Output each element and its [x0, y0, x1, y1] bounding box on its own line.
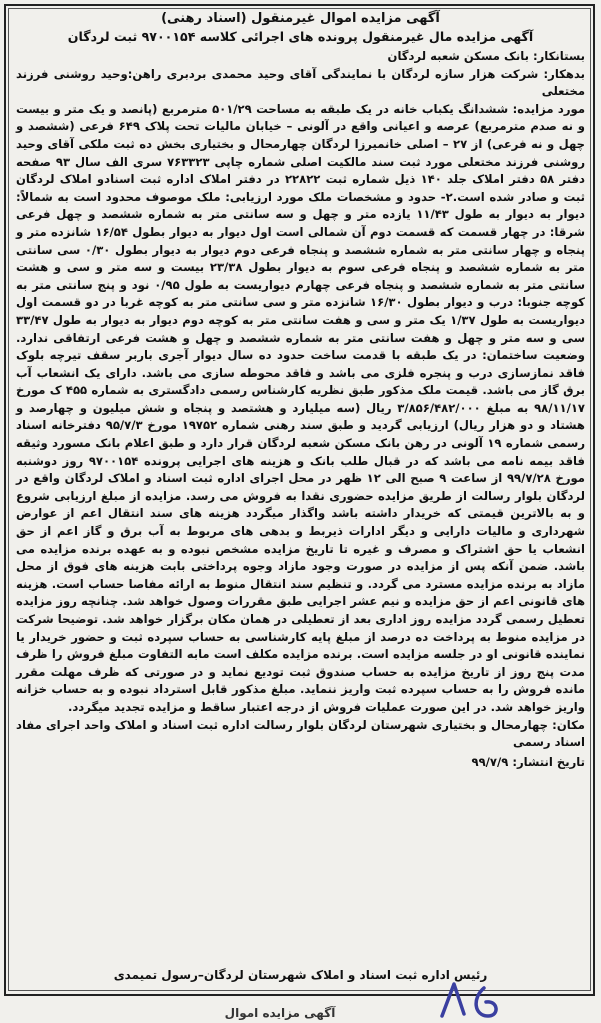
- debtor-line: بدهکار: شرکت هزار سازه لردگان با نمایندگی آقای وحید محمدی بردبری راهن:وحید روشنی فرزند مختعلی: [16, 66, 585, 99]
- next-notice-header: آگهی مزایده اموال: [224, 1006, 336, 1020]
- signature-line: رئیس اداره ثبت اسناد و املاک شهرستان لردگان–رسول تمیمدی: [113, 968, 488, 982]
- notice-title: آگهی مزایده اموال غیرمنقول (اسناد رهنی): [161, 11, 440, 26]
- publish-date: تاریخ انتشار: ۹۹/۷/۹: [471, 754, 585, 769]
- auction-description: مورد مزایده: ششدانگ یکباب خانه در یک طبقه به مساحت ۵۰۱/۲۹ مترمربع (پانصد و یک متر و بیست و نه صدم مترمربع) عرصه و اعیانی واقع در آلونی – خیابان مالیات تحت پلاک ۶۴۹ فرعی (ششصد و چهل و نه فرعی) از ۲۷ – اصلی خانمیرزا لردگان چهارمحال و بختیاری بخش ده ثبت ملکی آقای وحید روشنی فرزند مختعلی مورد ثبت سند مالکیت اصلی شماره چاپی ۷۶۳۳۲۳ سری الف سال ۹۳ صفحه دفتر ۵۸ دفتر املاک جلد ۱۴۰ ذیل شماره ثبت ۲۲۸۲۲ در دفتر املاک اداره ثبت اسنادو املاک لردگان ثبت و صادر شده است.۲- حدود و مشخصات ملک مورد ارزیابی: ملک موصوف محدود است به شمالاً: دیوار به دیوار به طول ۱۱/۴۳ یازده متر و چهل و سه سانتی متر به شماره ششصد و چهل فرعی شرقا: در چهار قسمت که قسمت دوم آن شمالی است اول دیوار به دیوار بطول ۱۶/۵۴ شانزده متر و پنجاه و چهار سانتی متر به شماره ششصد و پنجاه فرعی دوم دیوار به دیوار بطول ۰/۳۰ سی سانتی متر به شماره ششصد و پنجاه فرعی سوم به دیوار بطول ۲۳/۳۸ بیست و سه متر و سی و هشت سانتی متر به شماره ششصد و پنجاه فرعی چهارم دیواریست به طول ۰/۹۵ نود و پنج سانتی متر به کوچه جنوبا: درب و دیوار بطول ۱۶/۳۰ شانزده متر و سی سانتی متر به کوچه غربا در دو قسمت اول دیواریست به طول ۱/۳۷ یک متر و سی و هفت سانتی متر به کوچه دوم دیوار به دیوار به طول ۳۳/۴۷ سی و سه متر و چهل و هفت سانتی متر به شماره ششصد و چهل و هشت فرعی ارتفاقی ندارد. وضعیت ساختمان: در یک طبقه با قدمت ساخت حدود ده سال دیوار آجری باربر سقف تیرچه بلوک فاقد نمازسازی درب و پنجره فلزی می باشد و فاقد محوطه سازی می باشد. دارای یک انشعاب آب برق گاز می باشد. قیمت ملک مذکور طبق نظریه کارشناس رسمی دادگستری به شماره ۴۵۵ ک مورخ ۹۸/۱۱/۱۷ به مبلغ ۳/۸۵۶/۴۸۲/۰۰۰ ریال (سه میلیارد و هشتصد و پنجاه و شش میلیون و چهارصد و هشتاد و دو هزار ریال) ارزیابی گردید و طبق سند رهنی شماره ۱۹۷۵۲ مورخ ۹۵/۷/۳ دفترخانه اسناد رسمی شماره ۱۹ آلونی در رهن بانک مسکن شعبه لردگان قرار دارد و طبق اعلام بانک مسورد وثیقه فاقد بیمه نامه می باشد که در قبال طلب بانک و هزینه های اجرایی پرونده ۹۷۰۰۱۵۴ روز دوشنبه مورخ ۹۹/۷/۲۸ از ساعت ۹ صبح الی ۱۲ ظهر در محل اجرای اداره ثبت اسناد و املاک لردگان واقع در لردگان بلوار رسالت از طریق مزایده حضوری نقدا به فروش می رسد. مزایده از مبلغ ارزیابی شروع و به بالاترین قیمتی که خریدار داشته باشد واگذار میگردد هزینه های سند انتقال اعم از عوارض شهرداری و مالیات دارایی و دیگر ادارات ذیربط و بدهی های مربوط به آب برق و گاز اعم از حق انشعاب یا حق اشتراک و مصرف و غیره تا تاریخ مزایده مشخص نبوده و به عهده برنده مزایده می باشد. ضمن آنکه پس از مزایده در صورت وجود مازاد وجوه پرداختی بابت هزینه های فوق از محل مازاد به برنده مزایده مسترد می گردد. و تنظیم سند انتقال منوط به ارائه مفاصا حساب است. هزینه های قانونی اعم از حق مزایده و نیم عشر اجرایی طبق مقررات وصول خواهد شد. چنانچه روز مزایده تعطیل رسمی گردد مزایده روز اداری بعد از تعطیلی در همان مکان برگزار خواهد شد. توضیحا شرکت در مزایده منوط به پرداخت ده درصد از مبلغ پایه کارشناسی به حساب سپرده ثبت و حضور خریدار یا نماینده قانونی او در جلسه مزایده است. برنده مزایده مکلف است مابه التفاوت مبلغ فروش را ظرف مدت پنج روز از تاریخ مزایده به حساب صندوق ثبت تودیع نماید و در صورتی که ظرف مهلت مقرر مانده فروش را به حساب سپرده ثبت واریز ننماید. مبلغ مذکور قابل استرداد نبوده و به حساب خزانه واریز خواهد شد. در این صورت عملیات فروش از درجه اعتبار ساقط و مزایده تجدید میگردد.: [16, 101, 586, 714]
- notice-subtitle: آگهی مزایده مال غیرمنقول پرونده های اجرائی کلاسه ۹۷۰۰۱۵۴ ثبت لردگان: [67, 29, 534, 44]
- location-line: مکان: چهارمحال و بختیاری شهرستان لردگان بلوار رسالت اداره ثبت اسناد و املاک واحد اجرای مفاد اسناد رسمی: [16, 717, 585, 750]
- creditor-line: بستانکار: بانک مسکن شعبه لردگان: [387, 49, 585, 63]
- notice-body: [16, 10, 585, 771]
- handwritten-number-86: [434, 976, 514, 1020]
